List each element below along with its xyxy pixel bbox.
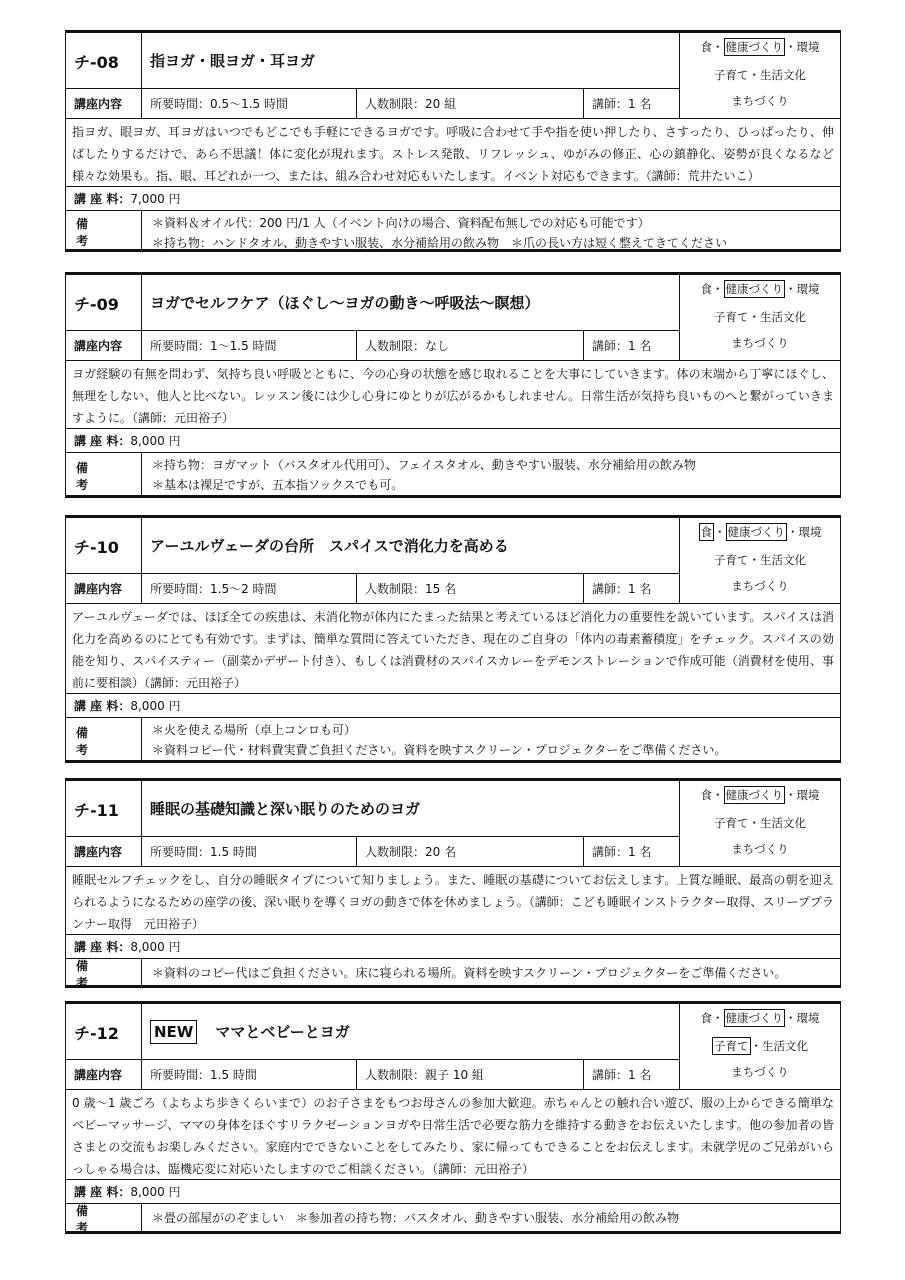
course-code: チ-12 [66, 1004, 141, 1060]
instructor-count: 講師：1 名 [583, 574, 679, 604]
content-label: 講座内容 [66, 1060, 141, 1090]
theme-food: 食 [700, 1011, 712, 1025]
capacity: 人数制限：20 組 [356, 89, 583, 119]
theme-sep: ・ [712, 40, 724, 54]
course-card [65, 30, 841, 252]
theme-sep: ・ [785, 1011, 797, 1025]
theme-lifestyle: 生活文化 [760, 553, 806, 567]
theme-childcare: 子育て [714, 310, 749, 324]
theme-environment: 環境 [796, 788, 820, 802]
course-code: チ-08 [66, 33, 141, 89]
capacity: 人数制限：15 名 [356, 574, 583, 604]
note-line: ＊畳の部屋がのぞましい ＊参加者の持ち物：バスタオル、動きやすい服装、水分補給用の飲み物 [152, 1211, 680, 1225]
theme-sep: ・ [785, 40, 797, 54]
theme-environment: 環境 [796, 1011, 820, 1025]
duration: 所要時間：1～1.5 時間 [141, 331, 356, 361]
notes [141, 211, 840, 252]
fee-label: 講 座 料： [74, 940, 131, 954]
content-label: 講座内容 [66, 574, 141, 604]
course-code: チ-09 [66, 275, 141, 331]
theme-food: 食 [700, 282, 712, 296]
note-line: ＊火を使える場所（卓上コンロも可） [152, 723, 357, 737]
theme-sep: ・ [712, 1011, 724, 1025]
note-line: ＊基本は裸足ですが、五本指ソックスでも可。 [152, 478, 404, 492]
theme-sep: ・ [748, 310, 760, 324]
fee-value: 7,000 円 [130, 192, 181, 206]
fee [66, 429, 840, 453]
course-description: 0 歳～1 歳ごろ（よちよち歩きくらいまで）のお子さまをもつお母さんの参加大歓迎。赤ちゃんとの触れ合い遊び、服の上からできる簡単なベビーマッサージ、ママの身体をほぐすリラクゼーションヨガや日常生活で必要な筋力を維持する動きをお伝えいたします。他の参加者の皆さまとの交流もお楽しみください。家庭内でできないことをしてみたり、家に帰ってもできることをお伝えします。未就学児のご兄弟がいらっしゃる場合は、臨機応変に対応いたしますのでご相談ください。（講師：元田裕子） [66, 1090, 840, 1180]
theme-community: まちづくり [731, 336, 789, 350]
notes-label: 備考 [76, 460, 111, 492]
theme-health: 健康づくり [725, 788, 783, 802]
theme-sep: ・ [712, 282, 724, 296]
instructor-count: 講師：1 名 [583, 1060, 679, 1090]
course-code: チ-10 [66, 518, 141, 574]
theme-health: 健康づくり [725, 1011, 783, 1025]
duration: 所要時間：1.5 時間 [141, 837, 356, 867]
notes [141, 959, 840, 988]
fee [66, 694, 840, 718]
fee [66, 1180, 840, 1204]
fee-label: 講 座 料： [74, 1185, 131, 1199]
fee-label: 講 座 料： [74, 434, 131, 448]
theme-community: まちづくり [731, 579, 789, 593]
course-description: 睡眠セルフチェックをし、自分の睡眠タイプについて知りましょう。また、睡眠の基礎についてお伝えします。上質な睡眠、最高の朝を迎えられるようになるための座学の後、深い眠りを導くヨガの動きで体を休めましょう。（講師：こども睡眠インストラクター取得、スリーププランナー取得 元田裕子） [66, 867, 840, 935]
theme-sep: ・ [714, 525, 726, 539]
note-line: ＊持ち物：ヨガマット（バスタオル代用可）、フェイスタオル、動きやすい服装、水分補給用の飲み物 [152, 458, 696, 472]
theme-community: まちづくり [731, 842, 789, 856]
fee [66, 187, 840, 211]
theme-cell-border [679, 1060, 840, 1090]
fee-value: 8,000 円 [130, 940, 181, 954]
instructor-count: 講師：1 名 [583, 89, 679, 119]
fee-label: 講 座 料： [74, 192, 131, 206]
theme-sep: ・ [750, 1039, 762, 1053]
capacity: 人数制限：親子 10 組 [356, 1060, 583, 1090]
capacity: 人数制限：20 名 [356, 837, 583, 867]
theme-lifestyle: 生活文化 [760, 68, 806, 82]
theme-childcare: 子育て [714, 553, 749, 567]
note-line: ＊資料＆オイル代：200 円/1 人（イベント向けの場合、資料配布無しでの対応も可能です） [152, 216, 650, 230]
theme-health: 健康づくり [727, 525, 785, 539]
notes-label: 備考 [76, 959, 111, 988]
theme-food: 食 [700, 40, 712, 54]
notes-label: 備考 [76, 216, 111, 248]
theme-community: まちづくり [731, 1065, 789, 1079]
theme-cell-border [679, 89, 840, 119]
note-line: ＊資料のコピー代はご負担ください。床に寝られる場所。資料を映すスクリーン・プロジェクターをご準備ください。 [152, 966, 787, 980]
capacity: 人数制限：なし [356, 331, 583, 361]
theme-sep: ・ [748, 553, 760, 567]
note-line: ＊資料コピー代・材料費実費ご負担ください。資料を映すスクリーン・プロジェクターをご準備ください。 [152, 743, 727, 757]
theme-food: 食 [700, 525, 712, 539]
course-card [65, 778, 841, 988]
notes [141, 1204, 840, 1234]
theme-lifestyle: 生活文化 [760, 816, 806, 830]
fee-value: 8,000 円 [130, 699, 181, 713]
course-title-text: ママとベビーとヨガ [215, 1023, 350, 1041]
course-title: 睡眠の基礎知識と深い眠りのためのヨガ [141, 781, 679, 837]
fee-label: 講 座 料： [74, 699, 131, 713]
theme-environment: 環境 [796, 282, 820, 296]
theme-cell-border [679, 837, 840, 867]
theme-sep: ・ [712, 788, 724, 802]
course-description: ヨガ経験の有無を問わず、気持ち良い呼吸とともに、今の心身の状態を感じ取れることを大事にしていきます。体の末端から丁寧にほぐし、無理をしない、他人と比べない。レッスン後には少し心身にゆとりが広がるかもしれません。日常生活が気持ち良いものへと繋がっていきますように。（講師：元田裕子） [66, 361, 840, 429]
notes-label: 備考 [76, 1204, 111, 1234]
fee [66, 935, 840, 959]
theme-sep: ・ [787, 525, 799, 539]
instructor-count: 講師：1 名 [583, 837, 679, 867]
course-card [65, 272, 841, 498]
theme-sep: ・ [748, 816, 760, 830]
theme-environment: 環境 [796, 40, 820, 54]
theme-cell-border [679, 331, 840, 361]
course-card [65, 1001, 841, 1234]
theme-health: 健康づくり [725, 282, 783, 296]
theme-sep: ・ [748, 68, 760, 82]
fee-value: 8,000 円 [130, 1185, 181, 1199]
duration: 所要時間：1.5～2 時間 [141, 574, 356, 604]
theme-health: 健康づくり [725, 40, 783, 54]
new-badge: NEW [150, 1020, 197, 1044]
theme-cell-border [679, 574, 840, 604]
theme-food: 食 [700, 788, 712, 802]
notes-label: 備考 [76, 725, 111, 757]
content-label: 講座内容 [66, 331, 141, 361]
course-title: 指ヨガ・眼ヨガ・耳ヨガ [141, 33, 679, 89]
course-title: ヨガでセルフケア（ほぐし～ヨガの動き～呼吸法～瞑想） [141, 275, 679, 331]
instructor-count: 講師：1 名 [583, 331, 679, 361]
theme-lifestyle: 生活文化 [760, 310, 806, 324]
duration: 所要時間：1.5 時間 [141, 1060, 356, 1090]
theme-lifestyle: 生活文化 [762, 1039, 808, 1053]
duration: 所要時間：0.5～1.5 時間 [141, 89, 356, 119]
theme-environment: 環境 [798, 525, 822, 539]
course-card [65, 515, 841, 763]
note-line: ＊持ち物：ハンドタオル、動きやすい服装、水分補給用の飲み物 ＊爪の長い方は短く整えてきてください [152, 236, 728, 250]
course-title [141, 1004, 679, 1060]
course-description: 指ヨガ、眼ヨガ、耳ヨガはいつでもどこでも手軽にできるヨガです。呼吸に合わせて手や指を使い押したり、さすったり、ひっぱったり、伸ばしたりするだけで、あら不思議！体に変化が現れます。ストレス発散、リフレッシュ、ゆがみの修正、心の鎮静化、姿勢が良くなるなど様々な効果も。指、眼、耳どれか一つ、または、組み合わせ対応もいたします。イベント対応もできます。（講師：荒井たいこ） [66, 119, 840, 187]
content-label: 講座内容 [66, 837, 141, 867]
theme-childcare: 子育て [714, 816, 749, 830]
fee-value: 8,000 円 [130, 434, 181, 448]
content-label: 講座内容 [66, 89, 141, 119]
theme-childcare: 子育て [714, 1039, 749, 1053]
course-code: チ-11 [66, 781, 141, 837]
theme-childcare: 子育て [714, 68, 749, 82]
course-title: アーユルヴェーダの台所 スパイスで消化力を高める [141, 518, 679, 574]
notes [141, 718, 840, 763]
notes [141, 453, 840, 498]
theme-sep: ・ [785, 788, 797, 802]
theme-community: まちづくり [731, 94, 789, 108]
theme-sep: ・ [785, 282, 797, 296]
course-description: アーユルヴェーダでは、ほぼ全ての疾患は、未消化物が体内にたまった結果と考えているほど消化力の重要性を説いています。スパイスは消化力を高めるのにとても有効です。まずは、簡単な質問に答えていただき、現在のご自身の「体内の毒素蓄積度」をチェック。スパイスの効能を知り、スパイスティー（副菜かデザート付き）、もしくは消費材のスパイスカレーをデモンストレーションで作成可能（消費材を使用、事前に要相談）（講師：元田裕子） [66, 604, 840, 694]
